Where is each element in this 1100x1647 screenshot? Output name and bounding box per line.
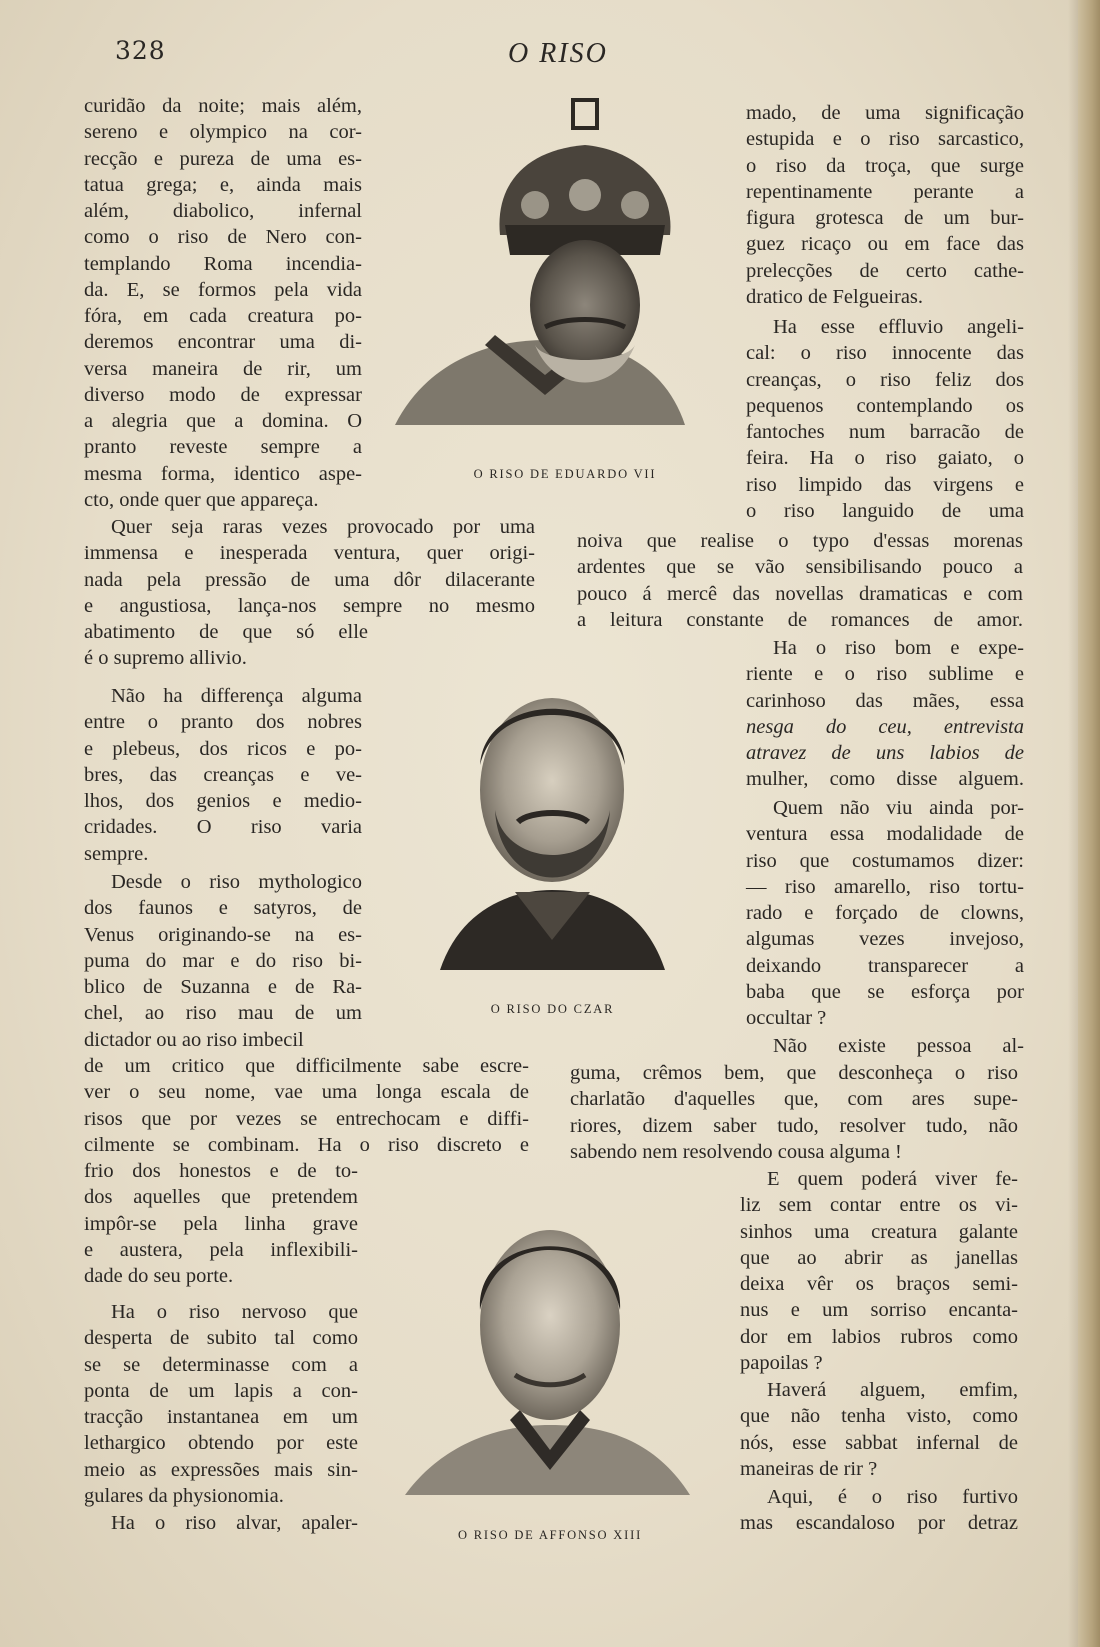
text-right-block-2: [746, 314, 1024, 524]
text-line: e austera, pela inflexibili-: [84, 1238, 358, 1261]
text-line: algumas vezes invejoso,: [746, 928, 1024, 951]
figure-caption: O RISO DE AFFONSO XIII: [457, 1528, 643, 1542]
text-line: deixando transparecer a: [746, 954, 1024, 977]
text-line: mas escandaloso por detraz: [740, 1512, 1018, 1535]
page-header: [0, 36, 1100, 76]
text-right-block-4: [746, 635, 1024, 793]
figure-affonso-xiii: [405, 1210, 695, 1555]
text-line: e plebeus, dos ricos e po-: [84, 737, 362, 760]
text-line: riso limpido das virgens e: [746, 473, 1024, 496]
text-line: feira. Ha o riso gaiato, o: [746, 447, 1024, 470]
text-line: chel, ao riso mau de um: [84, 1002, 362, 1025]
portrait-eduardo-vii: [395, 95, 695, 445]
text-line: sinhos uma creatura galante: [740, 1220, 1018, 1243]
text-line: puma do mar e do riso bi-: [84, 949, 362, 972]
text-line: Quer seja raras vezes provocado por uma: [111, 516, 535, 538]
text-line: bres, das creanças e ve-: [84, 763, 362, 786]
text-line: Haverá alguem, emfim,: [767, 1379, 1018, 1401]
portrait-affonso-xiii: [405, 1210, 695, 1510]
text-line: que não tenha visto, como: [740, 1405, 1018, 1428]
text-line: mado, de uma significação: [746, 102, 1024, 124]
text-line: e angustiosa, lança-nos sempre no mesmo: [84, 594, 535, 617]
text-line: sabendo nem resolvendo cousa alguma !: [570, 1140, 902, 1163]
text-line: Desde o riso mythologico: [111, 871, 362, 893]
text-line: frio dos honestos e de to-: [84, 1160, 358, 1182]
text-right-block-8: [740, 1166, 1018, 1376]
text-line: fantoches num barracão de: [746, 421, 1024, 443]
text-line: nus e um sorriso encanta-: [740, 1299, 1018, 1322]
text-line: occultar ?: [746, 1007, 827, 1029]
text-line: creanças, o riso feliz dos: [746, 368, 1024, 391]
text-line: dos faunos e satyros, de: [84, 897, 362, 920]
text-line: carinhoso das mães, essa: [746, 689, 1024, 712]
text-line: se se determinasse com a: [84, 1353, 358, 1376]
text-right-block-9: [740, 1377, 1018, 1482]
text-line: o riso da troça, que surge: [746, 154, 1024, 177]
figure-eduardo-vii: [395, 95, 695, 495]
text-line: nesga do ceu, entrevista: [746, 715, 1024, 738]
text-line: templando Roma incendia-: [84, 252, 362, 275]
text-line: ponta de um lapis a con-: [84, 1379, 358, 1402]
text-line: cto, onde quer que appareça.: [84, 488, 319, 511]
text-line: guez ricaço ou em face das: [746, 233, 1024, 256]
text-line: riente e o riso sublime e: [746, 663, 1024, 686]
text-line: abatimento de que só elle: [84, 621, 368, 643]
text-line: liz sem contar entre os vi-: [740, 1194, 1018, 1217]
figure-caption: O RISO DO CZAR: [490, 1002, 615, 1016]
text-line: desperta de subito tal como: [84, 1327, 358, 1350]
text-line: figura grotesca de um bur-: [746, 207, 1024, 229]
text-line: Ha o riso bom e expe-: [773, 637, 1024, 659]
text-line: immensa e inesperada ventura, quer origi-: [84, 542, 535, 565]
text-line: dade do seu porte.: [84, 1265, 234, 1287]
text-line: de um critico que difficilmente sabe escre-: [84, 1055, 529, 1077]
text-line: recção e pureza de uma es-: [84, 147, 362, 170]
text-line: rado e forçado de clowns,: [746, 902, 1024, 924]
text-line: tracção instantanea em um: [84, 1406, 358, 1428]
text-line: dictador ou ao riso imbecil: [84, 1028, 304, 1051]
text-line: lhos, dos genios e medio-: [84, 790, 362, 812]
text-left-block-3: [84, 683, 362, 867]
text-line: além, diabolico, infernal: [84, 200, 362, 222]
text-line: lethargico obtendo por este: [84, 1432, 358, 1455]
text-line: repentinamente perante a: [746, 180, 1024, 203]
text-line: riso que costumamos dizer:: [746, 849, 1024, 872]
portrait-czar: [430, 670, 675, 970]
text-line: impôr-se pela linha grave: [84, 1212, 358, 1235]
text-line: noiva que realise o typo d'essas morenas: [577, 530, 1023, 552]
text-line: deremos encontrar uma di-: [84, 331, 362, 354]
text-left-block-2: [84, 514, 535, 672]
text-line: tatua grega; e, ainda mais: [84, 173, 362, 196]
text-line: riores, dizem saber tudo, resolver tudo, não: [570, 1114, 1018, 1137]
text-line: deixa vêr os braços semi-: [740, 1273, 1018, 1295]
text-line: diverso modo de expressar: [84, 383, 362, 406]
text-line: Aqui, é o riso furtivo: [767, 1486, 1018, 1508]
text-line: — riso amarello, riso tortu-: [746, 875, 1024, 898]
text-left-block-5: [84, 1053, 529, 1158]
text-line: fóra, em cada creatura po-: [84, 305, 362, 327]
text-line: a leitura constante de romances de amor.: [577, 608, 1023, 631]
text-line: prelecções de certo cathe-: [746, 259, 1024, 282]
text-line: ver o seu nome, vae uma longa escala de: [84, 1081, 529, 1104]
text-right-block-3: [577, 528, 1023, 633]
text-line: como o riso de Nero con-: [84, 226, 362, 249]
text-line: Venus originando-se na es-: [84, 923, 362, 946]
text-line: mulher, como disse alguem.: [746, 768, 1024, 791]
text-line: papoilas ?: [740, 1351, 823, 1374]
text-line: sempre.: [84, 842, 149, 865]
running-title: O RISO: [508, 38, 608, 69]
text-line: atravez de uns labios de: [746, 742, 1024, 764]
text-right-block-5: [746, 795, 1024, 1031]
text-line: pouco á mercê das novellas dramaticas e com: [577, 582, 1023, 605]
text-line: cilmente se combinam. Ha o riso discreto e: [84, 1133, 529, 1156]
text-line: blico de Suzanna e de Ra-: [84, 976, 362, 998]
text-line: baba que se esforça por: [746, 980, 1024, 1003]
text-line: Quem não viu ainda por-: [773, 797, 1024, 819]
text-line: risos que por vezes se entrechocam e diffi-: [84, 1107, 529, 1130]
text-line: mesma forma, identico aspe-: [84, 462, 362, 485]
text-right-block-10: [740, 1484, 1018, 1537]
text-line: sereno e olympico na cor-: [84, 121, 362, 144]
text-line: nada pela pressão de uma dôr dilacerante: [84, 568, 535, 591]
text-line: maneiras de rir ?: [740, 1457, 878, 1480]
text-line: Não ha differença alguma: [111, 685, 362, 707]
page-number: 328: [115, 36, 166, 65]
text-right-block-1: [746, 100, 1024, 310]
text-left-block-7: [84, 1299, 358, 1509]
text-left-block-1: [84, 93, 362, 513]
text-line: dos aquelles que pretendem: [84, 1186, 358, 1209]
text-line: dratico de Felgueiras.: [746, 285, 924, 308]
text-line: curidão da noite; mais além,: [84, 95, 362, 117]
page-shadow: [1068, 0, 1078, 1647]
text-line: é o supremo allivio.: [84, 647, 247, 670]
text-left-block-8: [84, 1510, 358, 1536]
text-line: ventura essa modalidade de: [746, 823, 1024, 846]
text-line: cal: o riso innocente das: [746, 342, 1024, 365]
text-line: cridades. O riso varia: [84, 816, 362, 839]
text-line: estupida e o riso sarcastico,: [746, 128, 1024, 151]
text-line: meio as expressões mais sin-: [84, 1458, 358, 1481]
text-line: que ao abrir as janellas: [740, 1246, 1018, 1269]
text-line: ardentes que se vão sensibilisando pouco a: [577, 556, 1023, 579]
text-line: guma, crêmos bem, que desconheça o riso: [570, 1062, 1018, 1084]
text-line: pequenos contemplando os: [746, 394, 1024, 417]
text-line: pranto reveste sempre a: [84, 436, 362, 459]
text-line: Ha o riso alvar, apaler-: [111, 1512, 358, 1534]
page-edge: [1078, 0, 1100, 1647]
figure-caption: O RISO DE EDUARDO VII: [473, 467, 657, 481]
text-line: o riso languido de uma: [746, 499, 1024, 522]
text-line: Não existe pessoa al-: [773, 1035, 1024, 1057]
text-right-block-7: [570, 1060, 1018, 1165]
text-line: nós, esse sabbat infernal de: [740, 1431, 1018, 1454]
text-left-block-4: [84, 869, 362, 1053]
text-line: Ha esse effluvio angeli-: [773, 316, 1024, 338]
text-line: E quem poderá viver fe-: [767, 1168, 1018, 1190]
text-line: da. E, se formos pela vida: [84, 278, 362, 301]
text-right-block-6: [746, 1033, 1024, 1059]
text-line: gulares da physionomia.: [84, 1484, 284, 1507]
text-line: Ha o riso nervoso que: [111, 1301, 358, 1323]
text-left-block-6: [84, 1158, 358, 1289]
text-line: a alegria que a domina. O: [84, 410, 362, 432]
figure-czar: [430, 670, 675, 1020]
text-line: entre o pranto dos nobres: [84, 711, 362, 734]
text-line: versa maneira de rir, um: [84, 357, 362, 380]
text-line: dor em labios rubros como: [740, 1325, 1018, 1348]
text-line: charlatão d'aquelles que, com ares supe-: [570, 1088, 1018, 1111]
